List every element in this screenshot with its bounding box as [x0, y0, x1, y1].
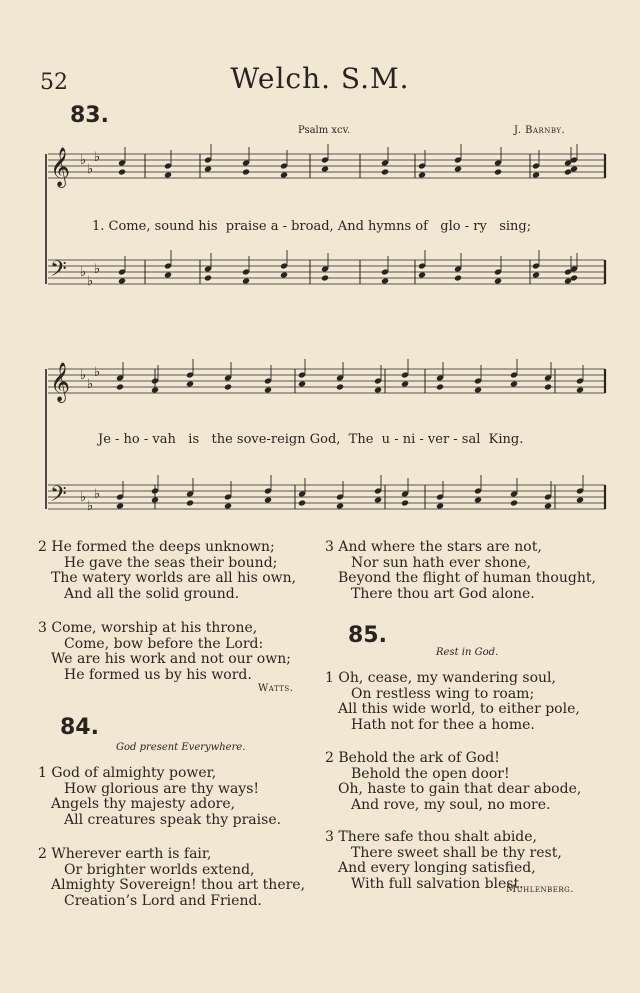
flat-sign-icon: ♭ — [80, 265, 87, 280]
treble-notehead — [336, 383, 344, 390]
treble-notehead — [436, 383, 444, 390]
stanza-line: Almighty Sovereign! thou art there, — [51, 877, 306, 893]
lyric-line-2: Je - ho - vah is the sove-reign God, The u - ni - ver - sal King. — [98, 432, 524, 447]
stanza-line: And rove, my soul, no more. — [351, 796, 551, 813]
treble-clef-icon: 𝄞 — [50, 362, 71, 402]
flat-sign-icon: ♭ — [80, 368, 87, 383]
stanza-line: 2 Behold the ark of God! — [325, 750, 500, 766]
treble-notehead — [474, 386, 482, 393]
flat-sign-icon: ♭ — [94, 365, 101, 380]
flat-sign-icon: ♭ — [87, 162, 94, 177]
stanza-line: All this wide world, to either pole, — [338, 701, 580, 717]
hymn-85-number: 85. — [348, 623, 387, 648]
bass-notehead — [576, 496, 584, 503]
lyric-line-1: 1. Come, sound his praise a - broad, And hymns of glo - ry sing; — [92, 219, 532, 234]
treble-notehead — [532, 171, 540, 178]
stanza-line: 3 There safe thou shalt abide, — [325, 829, 537, 845]
treble-notehead — [118, 168, 126, 175]
treble-notehead — [151, 386, 159, 393]
hymn-83-stanza-3b — [325, 540, 596, 602]
hymn-83-author: Watts. — [258, 683, 294, 694]
stanza-line: 1 God of almighty power, — [38, 765, 217, 781]
stanza-line: There sweet shall be thy rest, — [351, 844, 562, 861]
treble-notehead — [224, 383, 232, 390]
bass-notehead — [510, 499, 518, 506]
stanza-line: 2 He formed the deeps unknown; — [38, 539, 275, 555]
stanza-line: Oh, haste to gain that dear abode, — [338, 781, 582, 797]
treble-notehead — [242, 168, 250, 175]
stanza-line: The watery worlds are all his own, — [51, 570, 297, 586]
stanza-line: 1 Oh, cease, my wandering soul, — [325, 670, 556, 686]
bass-notehead — [164, 271, 172, 278]
hymn-84-stanza-2 — [38, 847, 305, 909]
stanza-line: With full salvation blest. — [351, 875, 524, 892]
stanza-line: Angels thy majesty adore, — [51, 796, 236, 812]
bass-notehead — [381, 277, 389, 284]
stanza-line: Nor sun hath ever shone, — [351, 554, 531, 571]
hymn-85-author: Muhlenberg. — [506, 884, 574, 895]
treble-clef-icon: 𝄞 — [50, 147, 71, 187]
treble-notehead — [381, 168, 389, 175]
bass-notehead — [532, 271, 540, 278]
treble-notehead — [576, 386, 584, 393]
stanza-line: 3 And where the stars are not, — [325, 539, 542, 555]
bass-notehead — [544, 502, 552, 509]
treble-notehead — [204, 165, 212, 172]
bass-notehead — [224, 502, 232, 509]
stanza-line: And all the solid ground. — [64, 585, 240, 602]
hymn-85-subtitle: Rest in God. — [436, 647, 499, 658]
bass-notehead — [186, 499, 194, 506]
treble-notehead — [454, 165, 462, 172]
bass-notehead — [118, 277, 126, 284]
stanza-line: Behold the open door! — [351, 765, 510, 782]
flat-sign-icon: ♭ — [94, 150, 101, 165]
flat-sign-icon: ♭ — [87, 499, 94, 514]
hymn-85-stanza-3 — [325, 830, 562, 892]
hymn-85-stanza-1 — [325, 671, 580, 733]
treble-notehead — [544, 383, 552, 390]
treble-notehead — [264, 386, 272, 393]
treble-notehead — [186, 380, 194, 387]
hymn-tune-title: Welch. S.M. — [230, 62, 410, 95]
hymn-84-subtitle: God present Everywhere. — [116, 742, 246, 753]
hymn-84-stanza-1 — [38, 766, 281, 828]
stanza-line: We are his work and not our own; — [51, 651, 291, 667]
bass-notehead — [418, 271, 426, 278]
bass-notehead — [116, 502, 124, 509]
flat-sign-icon: ♭ — [87, 377, 94, 392]
stanza-line: All creatures speak thy praise. — [64, 811, 282, 828]
bass-notehead — [336, 502, 344, 509]
hymn-83-stanza-3 — [38, 621, 291, 683]
stanza-line: Hath not for thee a home. — [351, 716, 535, 733]
page-number: 52 — [40, 70, 68, 95]
bass-notehead — [264, 496, 272, 503]
bass-notehead — [474, 496, 482, 503]
bass-notehead — [401, 499, 409, 506]
treble-notehead — [418, 171, 426, 178]
stanza-line: Creation’s Lord and Friend. — [64, 892, 262, 909]
hymn-83-composer: J. Barnby. — [514, 125, 566, 136]
stanza-line: How glorious are thy ways! — [64, 780, 260, 797]
treble-notehead — [116, 383, 124, 390]
stanza-line: Beyond the flight of human thought, — [338, 570, 596, 586]
bass-notehead — [151, 496, 159, 503]
stanza-line: 3 Come, worship at his throne, — [38, 620, 258, 636]
hymn-84-number: 84. — [60, 715, 99, 740]
treble-notehead — [510, 380, 518, 387]
stanza-line: On restless wing to roam; — [351, 685, 535, 702]
bass-notehead — [494, 277, 502, 284]
stanza-line: Or brighter worlds extend, — [64, 861, 255, 878]
hymn-83-source: Psalm xcv. — [298, 125, 351, 136]
flat-sign-icon: ♭ — [80, 490, 87, 505]
bass-notehead — [298, 499, 306, 506]
stanza-line: And every longing satisfied, — [338, 860, 536, 876]
hymn-83-number: 83. — [70, 103, 109, 128]
treble-notehead — [374, 386, 382, 393]
treble-notehead — [280, 171, 288, 178]
bass-notehead — [454, 274, 462, 281]
treble-notehead — [164, 171, 172, 178]
treble-notehead — [494, 168, 502, 175]
bass-notehead — [374, 496, 382, 503]
stanza-line: Come, bow before the Lord: — [64, 635, 264, 652]
flat-sign-icon: ♭ — [94, 487, 101, 502]
flat-sign-icon: ♭ — [87, 274, 94, 289]
bass-notehead — [204, 274, 212, 281]
bass-clef-icon: 𝄢 — [50, 482, 67, 512]
stanza-line: 2 Wherever earth is fair, — [38, 846, 212, 862]
hymn-83-stanza-2 — [38, 540, 296, 602]
stanza-line: He formed us by his word. — [64, 666, 252, 683]
bass-notehead — [321, 274, 329, 281]
treble-notehead — [401, 380, 409, 387]
bass-clef-icon: 𝄢 — [50, 257, 67, 287]
flat-sign-icon: ♭ — [80, 153, 87, 168]
bass-notehead — [280, 271, 288, 278]
bass-notehead — [242, 277, 250, 284]
treble-notehead — [298, 380, 306, 387]
bass-notehead — [436, 502, 444, 509]
flat-sign-icon: ♭ — [94, 262, 101, 277]
hymn-85-stanza-2 — [325, 751, 581, 813]
stanza-line: He gave the seas their bound; — [64, 554, 278, 571]
treble-notehead — [321, 165, 329, 172]
stanza-line: There thou art God alone. — [351, 585, 535, 602]
